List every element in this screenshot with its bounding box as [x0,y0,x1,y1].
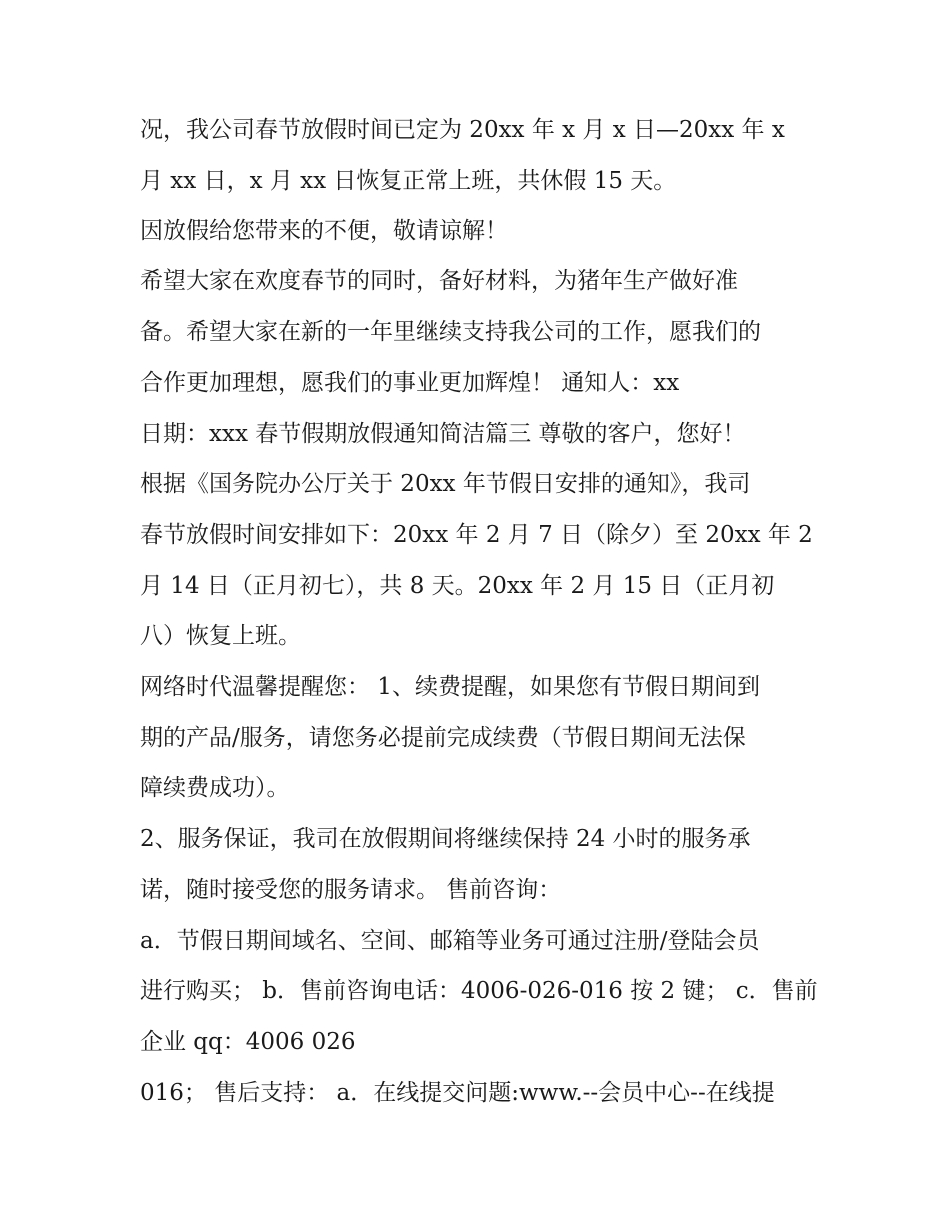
text-line: 春节放假时间安排如下：20xx 年 2 月 7 日（除夕）至 20xx 年 2 [140,522,813,548]
text-line: 日期：xxx 春节假期放假通知简洁篇三 尊敬的客户，您好！ [140,421,746,447]
text-line: 备。希望大家在新的一年里继续支持我公司的工作，愿我们的 [140,319,761,345]
text-line: 期的产品/服务，请您务必提前完成续费（节假日期间无法保 [140,725,746,751]
text-line: a．节假日期间域名、空间、邮箱等业务可通过注册/登陆会员 [140,928,760,954]
text-line: 希望大家在欢度春节的同时，备好材料，为猪年生产做好准 [140,268,738,294]
text-line: 诺，随时接受您的服务请求。 售前咨询： [140,877,562,903]
text-line: 因放假给您带来的不便，敬请谅解！ [140,218,508,244]
text-line: 2、服务保证，我司在放假期间将继续保持 24 小时的服务承 [140,826,751,852]
text-line: 根据《国务院办公厅关于 20xx 年节假日安排的通知》，我司 [140,471,751,497]
text-line: 况，我公司春节放假时间已定为 20xx 年 x 月 x 日—20xx 年 x [140,117,785,143]
text-line: 企业 qq：4006 026 [140,1029,356,1055]
text-line: 进行购买； b．售前咨询电话：4006-026-016 按 2 键； c．售前 [140,978,818,1004]
text-line: 月 14 日（正月初七），共 8 天。20xx 年 2 月 15 日（正月初 [140,573,775,599]
text-line: 八）恢复上班。 [140,623,301,649]
text-line: 016； 售后支持： a．在线提交问题:www.--会员中心--在线提 [140,1080,775,1106]
text-line: 合作更加理想，愿我们的事业更加辉煌！ 通知人：xx [140,370,680,396]
text-line: 网络时代温馨提醒您： 1、续费提醒，如果您有节假日期间到 [140,674,760,700]
text-line: 障续费成功）。 [140,775,290,801]
text-line: 月 xx 日，x 月 xx 日恢复正常上班，共休假 15 天。 [140,168,677,194]
